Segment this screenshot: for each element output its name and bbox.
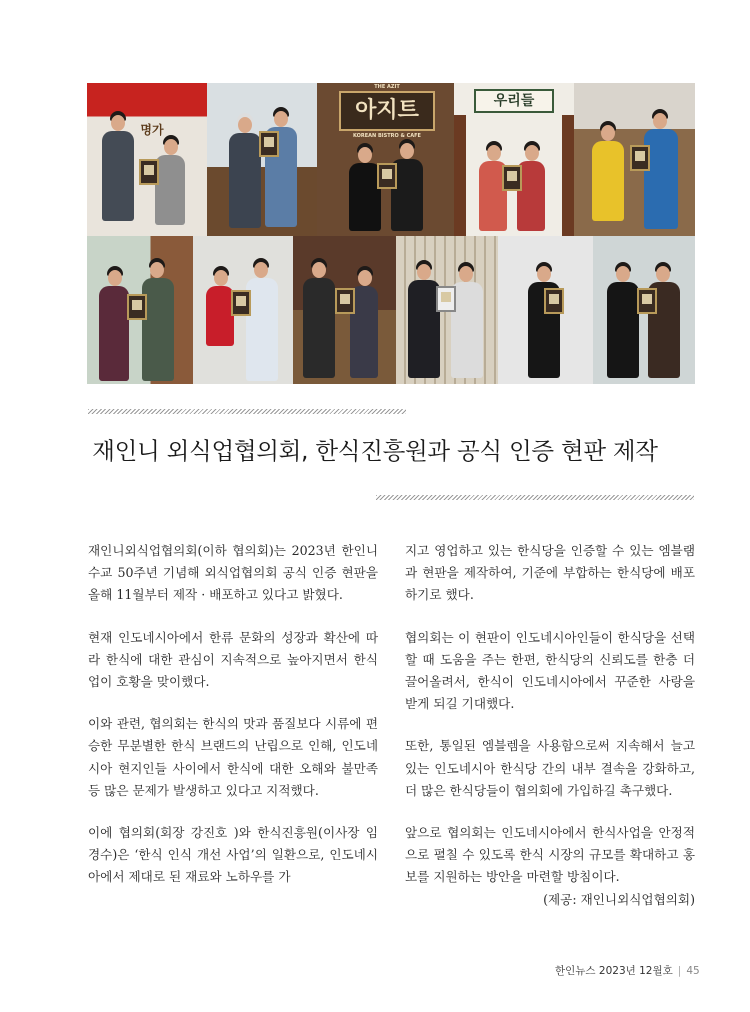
article-column-left bbox=[88, 540, 378, 909]
title-rule-top bbox=[88, 409, 406, 414]
photo-4 bbox=[454, 83, 574, 236]
paragraph: 또한, 통일된 엠블렘을 사용함으로써 지속해서 늘고 있는 인도네시아 한식당 간의 내부 결속을 강화하고, 더 많은 한식당들이 협의회에 가입하길 촉구했다. bbox=[405, 738, 695, 798]
photo-2 bbox=[207, 83, 317, 236]
sign-uri: 우리들 bbox=[474, 89, 554, 113]
title-rule-bottom bbox=[376, 495, 694, 500]
paragraph: 이에 협의회(회장 강진호 )와 한식진흥원(이사장 임경수)은 ‘한식 인식 개선 사업’의 일환으로, 인도네시아에서 제대로 된 재료와 노하우를 가 bbox=[88, 825, 378, 885]
paragraph: 이와 관련, 협의회는 한식의 맛과 품질보다 시류에 편승한 무분별한 한식 브랜드의 난립으로 인해, 인도네시아 현지인들 사이에서 한식에 대한 오해와 불만족 등 많은 문제가 발생하고 있다고 지적했다. bbox=[88, 716, 378, 798]
sign-myeong: 명가 bbox=[140, 123, 164, 137]
sign-azit: 아지트 bbox=[339, 91, 435, 131]
sign-azit-english: THE AZIT bbox=[374, 84, 400, 90]
photo-10 bbox=[498, 236, 593, 384]
sign-azit-subtitle: KOREAN BISTRO & CAFE bbox=[353, 133, 421, 139]
photo-9 bbox=[396, 236, 498, 384]
article-title: 재인니 외식업협의회, 한식진흥원과 공식 인증 현판 제작 bbox=[92, 437, 658, 465]
paragraph: 협의회는 이 현판이 인도네시아인들이 한식당을 선택할 때 도움을 주는 한편, 한식당의 신뢰도를 한층 더 끌어올려서, 한식이 인도네시아에서 꾸준한 사랑을 받게 되길 기대했다. bbox=[405, 629, 695, 712]
photo-11 bbox=[593, 236, 695, 384]
photo-8 bbox=[293, 236, 396, 384]
paragraph: 지고 영업하고 있는 한식당을 인증할 수 있는 엠블램과 현판을 제작하여, 기준에 부합하는 한식당에 배포하기로 했다. bbox=[405, 543, 695, 603]
page-footer bbox=[555, 963, 700, 978]
photo-1 bbox=[87, 83, 207, 236]
photo-7 bbox=[193, 236, 293, 384]
photo-3 bbox=[317, 83, 454, 236]
photo-collage bbox=[87, 83, 695, 384]
publication-name: 한인뉴스 2023년 12월호 bbox=[555, 965, 673, 977]
paragraph: 재인니외식업협의회(이하 협의회)는 2023년 한인니 수교 50주년 기념해 외식업협의회 공식 인증 현판을 올해 11월부터 제작 · 배포하고 있다고 밝혔다. bbox=[88, 543, 378, 603]
photo-5 bbox=[574, 83, 695, 236]
photo-credit: (제공: 재인니외식업협의회) bbox=[543, 891, 695, 907]
paragraph: 앞으로 협의회는 인도네시아에서 한식사업을 안정적으로 펼칠 수 있도록 한식 시장의 규모를 확대하고 홍보를 지원하는 방안을 마련할 방침이다. bbox=[405, 825, 695, 885]
footer-separator: | bbox=[677, 965, 682, 977]
article-column-right bbox=[405, 540, 695, 931]
page-number: 45 bbox=[686, 965, 700, 977]
paragraph: 현재 인도네시아에서 한류 문화의 성장과 확산에 따라 한식에 대한 관심이 지속적으로 높아지면서 한식업이 호황을 맞이했다. bbox=[88, 629, 378, 690]
photo-6 bbox=[87, 236, 193, 384]
